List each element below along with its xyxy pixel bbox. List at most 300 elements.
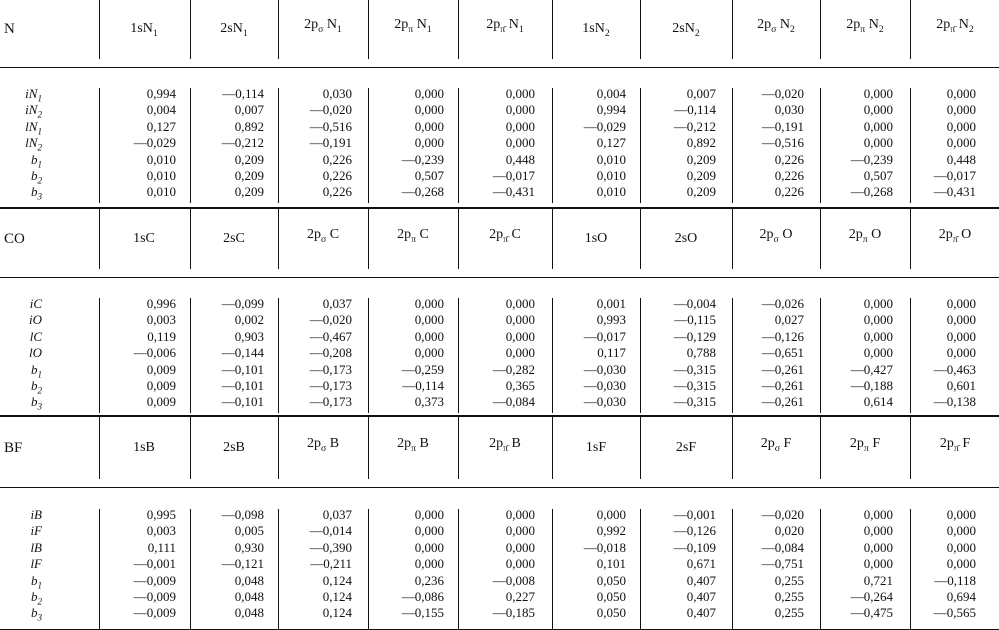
table-cell: 0,000 bbox=[863, 118, 893, 134]
column-header bbox=[551, 20, 641, 43]
column-header bbox=[368, 16, 458, 39]
table-cell: —0,315 bbox=[673, 361, 716, 377]
row-label-text: b bbox=[30, 589, 38, 604]
column-header bbox=[910, 16, 999, 39]
table-cell: 0,694 bbox=[946, 589, 976, 604]
table-cell: —0,173 bbox=[309, 394, 352, 410]
column-header bbox=[731, 16, 821, 39]
column-divider bbox=[458, 207, 459, 269]
column-header bbox=[99, 439, 189, 457]
table-cell: 0,127 bbox=[146, 118, 176, 134]
header-main: 2p bbox=[757, 17, 772, 32]
table-cell: 0,000 bbox=[946, 312, 976, 328]
table-cell: —0,211 bbox=[310, 556, 352, 572]
row-label-index: 2 bbox=[37, 175, 42, 186]
table-cell: 0,003 bbox=[146, 312, 176, 328]
column-divider bbox=[458, 415, 459, 479]
table-cell: 0,209 bbox=[234, 184, 264, 200]
table-cell: 0,236 bbox=[414, 572, 444, 588]
row-label-index: 3 bbox=[37, 612, 42, 623]
header-main: 2p bbox=[489, 227, 504, 242]
table-cell: —0,084 bbox=[761, 539, 804, 555]
row-label-text: b bbox=[30, 151, 38, 167]
column-header bbox=[551, 439, 641, 457]
header-atom: B bbox=[508, 436, 521, 451]
table-cell: 0,601 bbox=[946, 378, 976, 393]
table-cell: 0,000 bbox=[414, 312, 444, 328]
column-header bbox=[820, 226, 910, 249]
header-atom: C bbox=[416, 227, 429, 242]
table-cell: —0,101 bbox=[221, 378, 264, 393]
column-header bbox=[820, 435, 910, 458]
column-header bbox=[820, 16, 910, 39]
column-divider bbox=[368, 509, 369, 630]
row-label-text: iF bbox=[30, 523, 42, 539]
table-cell: 0,000 bbox=[505, 296, 535, 311]
table-cell: 0,000 bbox=[505, 86, 535, 101]
table-cell: 0,000 bbox=[946, 296, 976, 311]
header-main: 2p bbox=[397, 227, 412, 242]
row-label bbox=[0, 312, 42, 328]
table-cell: —0,138 bbox=[933, 394, 976, 410]
table-cell: 0,000 bbox=[863, 312, 893, 328]
table-cell: —0,018 bbox=[583, 539, 626, 555]
table-cell: 0,903 bbox=[234, 328, 264, 344]
row-label-index: 3 bbox=[37, 401, 42, 412]
table-cell: 0,117 bbox=[597, 345, 626, 361]
table-cell: 0,209 bbox=[686, 168, 716, 183]
molecule-label: CO bbox=[4, 231, 25, 247]
header-orbital-sub: π bbox=[411, 233, 417, 245]
column-divider bbox=[99, 88, 100, 203]
header-separator bbox=[0, 487, 999, 488]
column-divider bbox=[368, 88, 369, 203]
header-main: 2sO bbox=[674, 231, 698, 246]
column-divider bbox=[278, 298, 279, 413]
table-cell: 0,037 bbox=[322, 296, 352, 311]
table-cell: 0,000 bbox=[946, 102, 976, 118]
table-cell: 0,000 bbox=[414, 345, 444, 361]
table-cell: 0,000 bbox=[863, 328, 893, 344]
table-cell: —0,516 bbox=[309, 118, 352, 134]
table-cell: —0,086 bbox=[401, 589, 444, 604]
row-label bbox=[0, 345, 42, 361]
table-cell: —0,099 bbox=[221, 296, 264, 311]
table-cell: 0,048 bbox=[234, 572, 264, 588]
table-cell: —0,030 bbox=[583, 361, 626, 377]
table-cell: 0,124 bbox=[322, 572, 352, 588]
header-main: 2sF bbox=[675, 440, 697, 455]
table-cell: —0,129 bbox=[673, 328, 716, 344]
table-cell: —0,006 bbox=[133, 345, 176, 361]
column-header bbox=[99, 230, 189, 248]
table-cell: 0,048 bbox=[234, 589, 264, 604]
table-cell: 0,226 bbox=[322, 184, 352, 200]
column-divider bbox=[368, 298, 369, 413]
table-cell: 0,226 bbox=[322, 151, 352, 167]
row-label-index: 1 bbox=[37, 369, 42, 380]
header-atom: N bbox=[776, 17, 790, 32]
table-cell: —0,109 bbox=[673, 539, 716, 555]
header-atom-index: 2 bbox=[790, 23, 795, 35]
table-cell: 0,000 bbox=[505, 328, 535, 344]
header-main: 2sN bbox=[220, 21, 243, 36]
table-cell: —0,475 bbox=[850, 605, 893, 621]
header-main: 2p bbox=[397, 436, 412, 451]
table-cell: 0,000 bbox=[863, 135, 893, 151]
column-header bbox=[460, 435, 550, 458]
table-cell: 0,000 bbox=[414, 556, 444, 572]
column-header bbox=[551, 230, 641, 248]
table-cell: 0,010 bbox=[146, 151, 176, 167]
column-header bbox=[641, 230, 731, 248]
table-cell: —0,188 bbox=[850, 378, 893, 393]
table-cell: —0,144 bbox=[221, 345, 264, 361]
header-atom: B bbox=[416, 436, 429, 451]
column-header bbox=[278, 435, 368, 458]
table-cell: 0,995 bbox=[146, 507, 176, 522]
table-cell: 0,788 bbox=[686, 345, 716, 361]
header-orbital-sub: π̄ bbox=[503, 233, 509, 245]
header-atom: C bbox=[508, 227, 521, 242]
header-orbital-sub: π bbox=[408, 23, 414, 35]
table-cell: —0,118 bbox=[934, 572, 976, 588]
row-label-index: 2 bbox=[37, 142, 42, 153]
table-cell: 0,048 bbox=[234, 605, 264, 621]
table-cell: —0,114 bbox=[402, 378, 444, 393]
header-orbital-sub: π bbox=[863, 442, 869, 454]
table-cell: 0,255 bbox=[774, 572, 804, 588]
table-cell: 0,892 bbox=[686, 135, 716, 151]
table-cell: 0,010 bbox=[146, 184, 176, 200]
row-label bbox=[0, 329, 42, 345]
table-cell: 0,050 bbox=[596, 572, 626, 588]
table-cell: 0,892 bbox=[234, 118, 264, 134]
table-cell: —0,467 bbox=[309, 328, 352, 344]
column-divider bbox=[552, 509, 553, 630]
table-cell: 0,992 bbox=[596, 523, 626, 539]
table-cell: —0,121 bbox=[221, 556, 264, 572]
header-main: 2sC bbox=[223, 231, 245, 246]
row-label-text: b bbox=[30, 184, 38, 200]
column-divider bbox=[640, 509, 641, 630]
row-label-index: 1 bbox=[37, 580, 42, 591]
table-cell: —0,427 bbox=[850, 361, 893, 377]
table-cell: 0,030 bbox=[322, 86, 352, 101]
row-label-text: b bbox=[30, 378, 38, 393]
header-atom-index: 1 bbox=[426, 23, 432, 35]
row-label-index: 1 bbox=[37, 93, 42, 104]
column-divider bbox=[552, 88, 553, 203]
header-main: 2sN bbox=[672, 21, 695, 36]
table-cell: —0,239 bbox=[850, 151, 893, 167]
header-main: 1sC bbox=[133, 231, 155, 246]
table-cell: 0,000 bbox=[863, 296, 893, 311]
table-cell: —0,001 bbox=[673, 507, 716, 522]
header-main: 2p bbox=[939, 436, 954, 451]
table-cell: 0,000 bbox=[863, 539, 893, 555]
row-label-text: lB bbox=[30, 539, 42, 555]
table-cell: —0,191 bbox=[309, 135, 352, 151]
header-main: 2p bbox=[938, 227, 953, 242]
table-cell: —0,261 bbox=[761, 361, 804, 377]
header-atom: C bbox=[326, 227, 340, 242]
header-orbital-sub: π bbox=[411, 442, 417, 454]
table-cell: —0,114 bbox=[222, 86, 264, 101]
table-cell: 0,003 bbox=[146, 523, 176, 539]
header-separator bbox=[0, 67, 999, 68]
header-orbital-sub: π̄ bbox=[503, 442, 509, 454]
table-cell: —0,029 bbox=[133, 135, 176, 151]
table-cell: 0,000 bbox=[505, 507, 535, 522]
row-label-index: 1 bbox=[37, 126, 42, 137]
header-orbital-sub: π bbox=[862, 233, 868, 245]
column-divider bbox=[640, 88, 641, 203]
table-cell: —0,026 bbox=[761, 296, 804, 311]
header-atom-index: 1 bbox=[242, 27, 248, 39]
table-cell: —0,084 bbox=[492, 394, 535, 410]
table-cell: 0,227 bbox=[505, 589, 535, 604]
table-cell: 0,000 bbox=[946, 507, 976, 522]
column-divider bbox=[640, 298, 641, 413]
table-cell: 0,030 bbox=[774, 102, 804, 118]
header-main: 2p bbox=[306, 436, 321, 451]
table-cell: —0,029 bbox=[583, 118, 626, 134]
table-cell: —0,020 bbox=[309, 102, 352, 118]
header-main: 2p bbox=[846, 17, 861, 32]
column-header bbox=[910, 226, 999, 249]
row-label-text: b bbox=[30, 605, 38, 621]
section-divider bbox=[0, 207, 999, 209]
column-divider bbox=[458, 509, 459, 630]
header-main: 2p bbox=[486, 17, 501, 32]
table-cell: —0,212 bbox=[673, 118, 716, 134]
column-header bbox=[731, 226, 821, 249]
column-header bbox=[189, 230, 279, 248]
table-cell: 0,010 bbox=[596, 184, 626, 200]
table-cell: 0,000 bbox=[505, 135, 535, 151]
row-label-index: 1 bbox=[37, 159, 42, 170]
table-cell: —0,014 bbox=[309, 523, 352, 539]
table-cell: —0,009 bbox=[133, 589, 176, 604]
row-label-text: iO bbox=[29, 312, 42, 328]
table-cell: —0,126 bbox=[761, 328, 804, 344]
table-cell: 0,994 bbox=[146, 86, 176, 101]
table-cell: —0,282 bbox=[492, 361, 535, 377]
table-cell: 0,009 bbox=[146, 361, 176, 377]
table-cell: 0,407 bbox=[686, 589, 716, 604]
table-cell: —0,004 bbox=[673, 296, 716, 311]
table-cell: —0,030 bbox=[583, 378, 626, 393]
header-main: 2p bbox=[304, 17, 319, 32]
table-cell: 0,027 bbox=[774, 312, 804, 328]
row-label bbox=[0, 394, 42, 415]
table-cell: —0,259 bbox=[401, 361, 444, 377]
table-cell: 0,209 bbox=[686, 184, 716, 200]
table-cell: 0,009 bbox=[146, 394, 176, 410]
column-header bbox=[641, 20, 731, 43]
row-label-text: b bbox=[30, 168, 38, 183]
table-cell: —0,516 bbox=[761, 135, 804, 151]
header-orbital-sub: π bbox=[860, 23, 866, 35]
table-cell: —0,030 bbox=[583, 394, 626, 410]
table-cell: 0,993 bbox=[596, 312, 626, 328]
table-cell: 0,614 bbox=[863, 394, 893, 410]
table-cell: —0,191 bbox=[761, 118, 804, 134]
table-cell: 0,000 bbox=[505, 345, 535, 361]
table-cell: —0,261 bbox=[761, 378, 804, 393]
table-cell: —0,173 bbox=[309, 361, 352, 377]
table-cell: 0,448 bbox=[946, 151, 976, 167]
table-cell: 0,000 bbox=[414, 102, 444, 118]
table-cell: 0,050 bbox=[596, 589, 626, 604]
table-cell: 0,209 bbox=[234, 151, 264, 167]
table-cell: 0,000 bbox=[414, 86, 444, 101]
table-cell: 0,000 bbox=[505, 556, 535, 572]
header-main: 2p bbox=[760, 436, 775, 451]
header-orbital-sub: σ bbox=[774, 442, 780, 454]
table-cell: 0,000 bbox=[946, 135, 976, 151]
table-cell: —0,315 bbox=[673, 394, 716, 410]
column-divider bbox=[458, 0, 459, 59]
column-divider bbox=[99, 509, 100, 630]
column-divider bbox=[190, 298, 191, 413]
table-cell: 0,000 bbox=[505, 539, 535, 555]
table-cell: 0,000 bbox=[863, 86, 893, 101]
header-atom: O bbox=[867, 227, 882, 242]
header-separator bbox=[0, 277, 999, 278]
table-cell: 0,000 bbox=[946, 556, 976, 572]
column-divider bbox=[820, 298, 821, 413]
table-cell: —0,008 bbox=[492, 572, 535, 588]
table-cell: 0,119 bbox=[147, 328, 176, 344]
row-label-text: iN bbox=[25, 102, 38, 118]
header-main: 1sN bbox=[582, 21, 605, 36]
table-cell: 0,000 bbox=[946, 345, 976, 361]
column-header bbox=[368, 226, 458, 249]
section-divider bbox=[0, 415, 999, 417]
header-atom: F bbox=[868, 436, 881, 451]
table-cell: 0,050 bbox=[596, 605, 626, 621]
table-cell: —0,565 bbox=[933, 605, 976, 621]
table-cell: 0,226 bbox=[774, 168, 804, 183]
table-cell: —0,208 bbox=[309, 345, 352, 361]
header-orbital-sub: σ bbox=[771, 23, 777, 35]
table-cell: 0,000 bbox=[946, 328, 976, 344]
table-cell: 0,930 bbox=[234, 539, 264, 555]
row-label-text: lF bbox=[30, 556, 42, 572]
table-cell: 0,373 bbox=[414, 394, 444, 410]
column-header bbox=[368, 435, 458, 458]
row-label-text: lO bbox=[29, 345, 42, 361]
column-divider bbox=[458, 298, 459, 413]
header-main: 1sN bbox=[130, 21, 153, 36]
column-divider bbox=[820, 88, 821, 203]
table-cell: 0,994 bbox=[596, 102, 626, 118]
header-main: 1sB bbox=[133, 440, 155, 455]
row-label bbox=[0, 605, 42, 626]
table-cell: 0,000 bbox=[414, 328, 444, 344]
table-cell: 0,037 bbox=[322, 507, 352, 522]
table-cell: —0,651 bbox=[761, 345, 804, 361]
column-divider bbox=[278, 509, 279, 630]
table-cell: 0,407 bbox=[686, 605, 716, 621]
table-cell: —0,268 bbox=[401, 184, 444, 200]
table-cell: 0,000 bbox=[863, 102, 893, 118]
header-main: 2p bbox=[849, 436, 864, 451]
table-cell: 0,127 bbox=[596, 135, 626, 151]
header-atom-index: 1 bbox=[337, 23, 342, 35]
row-label-index: 2 bbox=[37, 385, 42, 396]
table-cell: 0,000 bbox=[863, 507, 893, 522]
header-atom-index: 1 bbox=[518, 23, 524, 35]
row-label bbox=[0, 523, 42, 539]
column-header bbox=[189, 439, 279, 457]
column-divider bbox=[190, 509, 191, 630]
column-header bbox=[641, 439, 731, 457]
column-header bbox=[189, 20, 279, 43]
molecule-label: N bbox=[4, 21, 15, 37]
header-atom: O bbox=[778, 227, 793, 242]
row-label-text: b bbox=[30, 361, 38, 377]
header-atom: N bbox=[413, 17, 427, 32]
table-cell: 0,000 bbox=[414, 507, 444, 522]
table-cell: 0,000 bbox=[946, 118, 976, 134]
table-cell: —0,020 bbox=[761, 86, 804, 101]
table-cell: —0,155 bbox=[401, 605, 444, 621]
header-atom-index: 2 bbox=[604, 27, 610, 39]
header-orbital-sub: π̄ bbox=[953, 442, 959, 454]
column-header bbox=[460, 226, 550, 249]
table-cell: —0,017 bbox=[583, 328, 626, 344]
table-cell: 0,507 bbox=[863, 168, 893, 183]
table-cell: —0,101 bbox=[221, 361, 264, 377]
header-atom: B bbox=[326, 436, 340, 451]
table-cell: —0,239 bbox=[401, 151, 444, 167]
column-divider bbox=[732, 88, 733, 203]
table-cell: 0,000 bbox=[414, 523, 444, 539]
row-label-index: 2 bbox=[37, 596, 42, 607]
header-atom: N bbox=[865, 17, 879, 32]
row-label-text: b bbox=[30, 394, 38, 410]
table-cell: —0,463 bbox=[933, 361, 976, 377]
table-cell: 0,000 bbox=[863, 345, 893, 361]
header-atom: N bbox=[955, 17, 969, 32]
table-cell: 0,010 bbox=[596, 151, 626, 167]
column-header bbox=[910, 435, 999, 458]
table-cell: —0,268 bbox=[850, 184, 893, 200]
header-main: 2p bbox=[848, 227, 863, 242]
column-header bbox=[99, 20, 189, 43]
table-cell: —0,264 bbox=[850, 589, 893, 604]
table-cell: 0,000 bbox=[946, 523, 976, 539]
header-atom: N bbox=[505, 17, 519, 32]
header-atom: O bbox=[957, 227, 972, 242]
table-cell: —0,098 bbox=[221, 507, 264, 522]
header-orbital-sub: π̄ bbox=[952, 233, 958, 245]
table-cell: 0,004 bbox=[146, 102, 176, 118]
column-divider bbox=[458, 88, 459, 203]
column-header bbox=[278, 226, 368, 249]
table-cell: —0,751 bbox=[761, 556, 804, 572]
table-cell: 0,209 bbox=[234, 168, 264, 183]
table-cell: 0,000 bbox=[505, 523, 535, 539]
column-divider bbox=[552, 298, 553, 413]
header-orbital-sub: σ bbox=[320, 442, 327, 454]
row-label-text: iC bbox=[29, 296, 42, 311]
table-cell: 0,209 bbox=[686, 151, 716, 167]
table-cell: 0,000 bbox=[946, 539, 976, 555]
